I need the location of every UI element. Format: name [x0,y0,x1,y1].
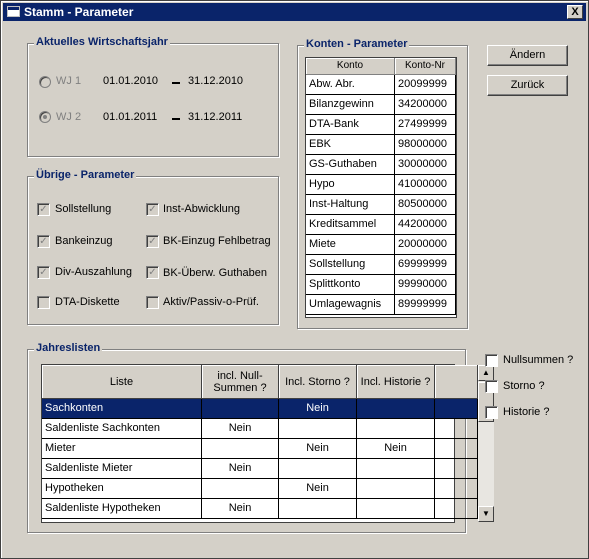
jahreslisten-header-2[interactable]: Incl. Storno ? [279,365,357,399]
konto-nr-cell[interactable]: 89999999 [395,295,456,315]
jahresliste-flag-cell[interactable] [357,499,435,519]
konto-name-cell[interactable]: Miete [306,235,395,255]
wj1-label: WJ 1 [56,75,82,87]
fiscal-year-legend: Aktuelles Wirtschaftsjahr [36,36,168,48]
konto-name-cell[interactable]: Bilanzgewinn [306,95,395,115]
jahresliste-name-cell[interactable]: Hypotheken [42,479,202,499]
jahresliste-flag-cell[interactable]: Nein [279,439,357,459]
jahresliste-name-cell[interactable]: Mieter [42,439,202,459]
jahreslisten-header-1[interactable]: incl. Null-Summen ? [202,365,279,399]
jahresliste-flag-cell[interactable]: Nein [279,399,357,419]
bankeinzug-checkbox[interactable]: ✓ [37,235,50,248]
jahresliste-flag-cell[interactable] [357,419,435,439]
jahresliste-flag-cell[interactable]: Nein [279,479,357,499]
nullsummen-checkbox[interactable] [485,354,498,367]
konto-nr-cell[interactable]: 98000000 [395,135,456,155]
wj2-radio[interactable] [39,111,51,123]
jahresliste-flag-cell[interactable] [279,459,357,479]
jahreslisten-table[interactable] [41,364,490,523]
dta-diskette-checkbox[interactable] [37,296,50,309]
jahreslisten-header-blank [435,365,478,399]
konto-name-cell[interactable]: DTA-Bank [306,115,395,135]
konto-name-cell[interactable]: Abw. Abr. [306,75,395,95]
konto-nr-cell[interactable]: 41000000 [395,175,456,195]
konto-name-cell[interactable]: Splittkonto [306,275,395,295]
other-params-legend: Übrige - Parameter [36,169,135,181]
bk-ueberw-label: BK-Überw. Guthaben [163,267,267,279]
jahresliste-flag-cell[interactable] [202,399,279,419]
div-auszahlung-label: Div-Auszahlung [55,266,133,278]
konto-nr-cell[interactable]: 44200000 [395,215,456,235]
jahresliste-flag-cell[interactable] [435,499,478,519]
konto-name-cell[interactable]: Kreditsammel [306,215,395,235]
scroll-down-button[interactable]: ▼ [478,506,494,522]
konto-name-cell[interactable]: Umlagewagnis [306,295,395,315]
konto-name-cell[interactable]: Inst-Haltung [306,195,395,215]
wj2-to: 31.12.2011 [188,111,243,123]
konto-name-cell[interactable]: GS-Guthaben [306,155,395,175]
wj2-dash [172,118,180,120]
inst-abwicklung-checkbox[interactable]: ✓ [146,203,159,216]
wj1-to: 31.12.2010 [188,75,244,87]
jahresliste-flag-cell[interactable] [435,459,478,479]
bk-ueberw-checkbox[interactable]: ✓ [146,266,159,279]
bk-einzug-label: BK-Einzug Fehlbetrag [163,235,271,247]
jahresliste-name-cell[interactable]: Saldenliste Mieter [42,459,202,479]
sollstellung-checkbox[interactable]: ✓ [37,203,50,216]
konto-nr-cell[interactable]: 20099999 [395,75,456,95]
jahresliste-flag-cell[interactable] [279,499,357,519]
jahreslisten-header-0[interactable]: Liste [42,365,202,399]
jahresliste-flag-cell[interactable]: Nein [202,459,279,479]
wj1-radio[interactable] [39,76,51,88]
back-button[interactable]: Zurück [487,75,568,96]
konto-nr-cell[interactable]: 27499999 [395,115,456,135]
window-title: Stamm - Parameter [24,5,134,19]
jahreslisten-legend: Jahreslisten [36,342,101,354]
jahresliste-flag-cell[interactable] [357,479,435,499]
jahresliste-name-cell[interactable]: Saldenliste Hypotheken [42,499,202,519]
sollstellung-label: Sollstellung [55,203,112,215]
title-bar [3,3,586,21]
jahresliste-flag-cell[interactable]: Nein [202,499,279,519]
bk-einzug-checkbox[interactable]: ✓ [146,235,159,248]
wj1-from: 01.01.2010 [103,75,159,87]
jahresliste-flag-cell[interactable] [357,399,435,419]
jahresliste-name-cell[interactable]: Saldenliste Sachkonten [42,419,202,439]
jahresliste-flag-cell[interactable]: Nein [202,419,279,439]
historie-label: Historie ? [503,406,550,418]
jahresliste-flag-cell[interactable] [435,439,478,459]
konto-nr-cell[interactable]: 69999999 [395,255,456,275]
storno-checkbox[interactable] [485,380,498,393]
jahresliste-flag-cell[interactable]: Nein [357,439,435,459]
konten-table[interactable] [305,57,457,318]
jahreslisten-header-3[interactable]: Incl. Historie ? [357,365,435,399]
konten-header-0[interactable]: Konto [306,58,395,75]
jahresliste-flag-cell[interactable] [202,439,279,459]
storno-label: Storno ? [503,380,545,392]
jahresliste-flag-cell[interactable] [202,479,279,499]
konto-nr-cell[interactable]: 80500000 [395,195,456,215]
dta-diskette-label: DTA-Diskette [55,296,120,308]
scroll-up-button[interactable]: ▲ [478,365,494,381]
konto-nr-cell[interactable]: 99990000 [395,275,456,295]
konto-name-cell[interactable]: Hypo [306,175,395,195]
bankeinzug-label: Bankeinzug [55,235,113,247]
konto-name-cell[interactable]: EBK [306,135,395,155]
jahresliste-flag-cell[interactable] [357,459,435,479]
konto-nr-cell[interactable]: 20000000 [395,235,456,255]
jahresliste-flag-cell[interactable] [435,399,478,419]
wj2-from: 01.01.2011 [103,111,158,123]
div-auszahlung-checkbox[interactable]: ✓ [37,266,50,279]
konten-legend: Konten - Parameter [306,38,408,50]
konto-name-cell[interactable]: Sollstellung [306,255,395,275]
close-button[interactable]: X [567,5,583,19]
inst-abwicklung-label: Inst-Abwicklung [163,203,241,215]
nullsummen-label: Nullsummen ? [503,354,574,366]
jahresliste-name-cell[interactable]: Sachkonten [42,399,202,419]
historie-checkbox[interactable] [485,406,498,419]
konto-nr-cell[interactable]: 30000000 [395,155,456,175]
jahresliste-flag-cell[interactable] [435,479,478,499]
wj1-dash [172,82,180,84]
konto-nr-cell[interactable]: 34200000 [395,95,456,115]
konten-header-1[interactable]: Konto-Nr [395,58,456,75]
window-icon [7,6,20,17]
aktiv-passiv-checkbox[interactable] [146,296,159,309]
wj2-label: WJ 2 [56,111,82,123]
jahresliste-flag-cell[interactable] [435,419,478,439]
change-button[interactable]: Ändern [487,45,568,66]
fiscal-year-group [27,36,279,157]
aktiv-passiv-label: Aktiv/Passiv-o-Prüf. [163,296,259,308]
jahresliste-flag-cell[interactable] [279,419,357,439]
